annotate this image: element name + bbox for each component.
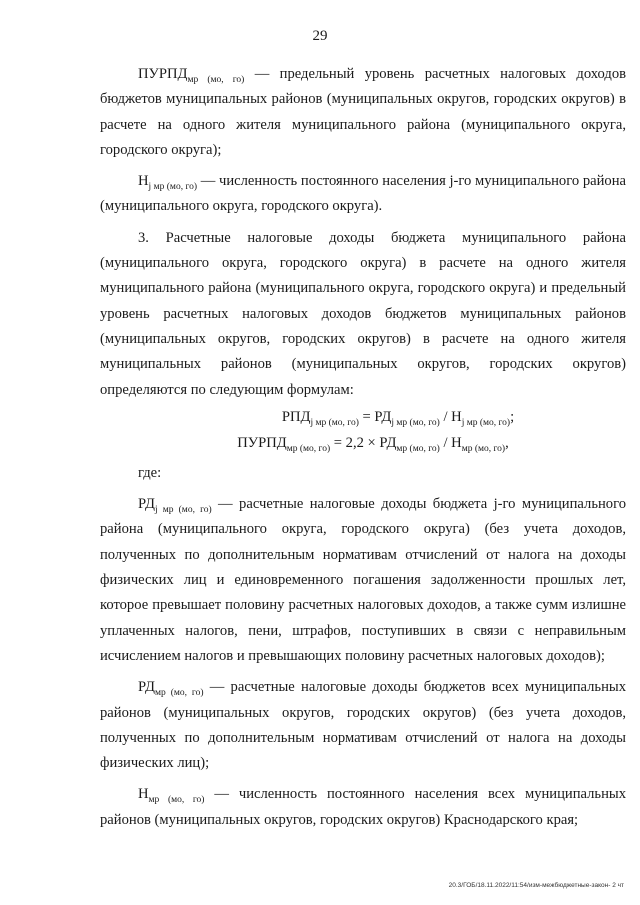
definition-text: — предельный уровень расчетных налоговых доходов бюджетов муниципальных районов (муниципальных округов, городских округов) в расчете на одного жителя муниципального района (муниципального округа, городского округа); [100, 66, 627, 158]
footer-file-stamp: 20.3/ГОБ/18.11.2022/11:54/изм-межбюджетные-закон- 2 чт [448, 882, 624, 889]
formula-subscript: мр (мо, го) [396, 443, 440, 454]
formula-term: = РД [358, 408, 392, 425]
symbol-subscript: мр (мо, го) [154, 688, 204, 699]
definition-text: — численность постоянного населения j-го муниципального района (муниципального округа, городского округа). [100, 173, 626, 215]
formula-subscript: j мр (мо, го) [310, 417, 359, 428]
symbol-subscript: мр (мо, го) [187, 75, 245, 85]
formula-rpd [100, 405, 626, 429]
symbol-subscript: j мр (мо, го) [148, 182, 198, 193]
formula-term: / Н [439, 434, 462, 451]
symbol: Н [138, 786, 149, 803]
symbol: РД [138, 679, 155, 696]
symbol-subscript: мр (мо, го) [148, 795, 205, 806]
symbol: РД [138, 496, 155, 513]
definition-text: — расчетные налоговые доходы бюджета j-го муниципального района (муниципального округа, городского округа) (без учета доходов, полученных по дополнительным нормативам отчислений от налога на доходы физических лиц и единовременного погашения задолженности прошлых лет, которое превышает половину расчетных налоговых доходов, а также сумм излишне уплаченных налогов, пени, штрафов, поступивших в связи с неправильным исчислением налогов и превышающих половину расчетных налоговых доходов); [100, 496, 626, 664]
page-number: 29 [312, 28, 328, 44]
formula-purpd [100, 431, 626, 455]
formula-subscript: j мр (мо, го) [461, 417, 511, 428]
document-body [100, 62, 626, 833]
formula-term: ; [510, 408, 515, 425]
formula-term: = 2,2 × РД [330, 434, 397, 451]
definition-text: — численность постоянного населения всех муниципальных районов (муниципальных округов, городских округов) Краснодарского края; [100, 786, 626, 828]
formula-term: ПУРПД [237, 434, 287, 451]
symbol: ПУРПД [138, 66, 188, 82]
formula-subscript: мр (мо, го) [461, 443, 506, 454]
definition-purpd [100, 62, 626, 163]
definition-n [100, 782, 626, 833]
formula-subscript: мр (мо, го) [286, 443, 331, 454]
symbol-subscript: j мр (мо, го) [154, 505, 212, 516]
symbol: Н [138, 173, 149, 190]
paragraph-3: 3. Расчетные налоговые доходы бюджета муниципального района (муниципального округа, городского округа) в расчете на одного жителя муниципального района (муниципального округа, городского округа) и предельный уровень расчетных налоговых доходов бюджетов муниципальных районов (муниципальных округов, городских округов) в расчете на одного жителя муниципальных районов (муниципальных округов, городских округов) определяются по следующим формулам: [100, 229, 626, 398]
formula-term: / Н [439, 408, 462, 425]
definition-rd [100, 675, 626, 776]
where-label: где: [138, 464, 162, 481]
formula-subscript: j мр (мо, го) [391, 417, 440, 428]
formula-term: РПД [281, 408, 311, 425]
definition-nj [100, 169, 626, 220]
definition-rdj [100, 492, 626, 669]
formula-term: , [505, 434, 509, 451]
definition-text: — расчетные налоговые доходы бюджетов всех муниципальных районов (муниципальных округов, городских округов) (без учета доходов, полученных по дополнительным нормативам отчислений от налога на доходы физических лиц); [100, 679, 626, 772]
